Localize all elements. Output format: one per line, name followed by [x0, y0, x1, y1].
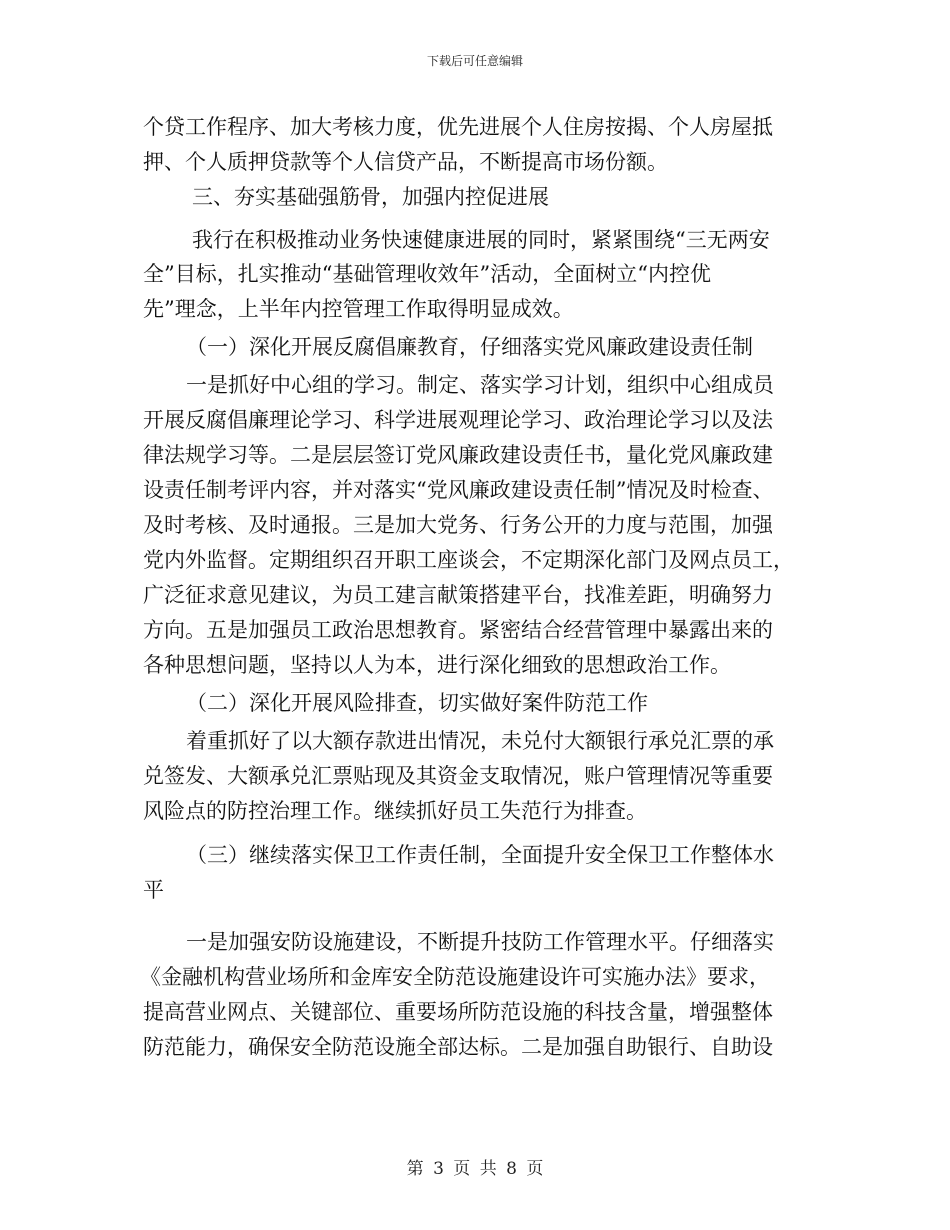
- subsection-heading: （二）深化开展风险排查，切实做好案件防范工作: [186, 691, 648, 715]
- text-line: 个贷工作程序、加大考核力度，优先进展个人住房按揭、个人房屋抵: [143, 115, 773, 139]
- text-line: 《金融机构营业场所和金库安全防范设施建设许可实施办法》要求，: [140, 965, 770, 989]
- page-header: 下载后可任意编辑: [426, 54, 523, 68]
- text-line: 及时考核、及时通报。三是加大党务、行务公开的力度与范围，加强: [143, 513, 773, 537]
- text-line: 广泛征求意见建议，为员工建言献策搭建平台，找准差距，明确努力: [143, 583, 773, 607]
- text-line: 先”理念，上半年内控管理工作取得明显成效。: [143, 297, 574, 321]
- text-line: 设责任制考评内容，并对落实“党风廉政建设责任制”情况及时检查、: [143, 478, 774, 502]
- text-line: 兑签发、大额承兑汇票贴现及其资金支取情况，账户管理情况等重要: [143, 764, 773, 788]
- subsection-heading-continued: 平: [143, 878, 164, 902]
- text-line: 防范能力，确保安全防范设施全部达标。二是加强自助银行、自助设: [143, 1035, 773, 1059]
- text-line: 押、个人质押贷款等个人信贷产品，不断提高市场份额。: [143, 150, 668, 174]
- text-line: 各种思想问题，坚持以人为本，进行深化细致的思想政治工作。: [143, 653, 731, 677]
- text-line: 提高营业网点、关键部位、重要场所防范设施的科技含量，增强整体: [143, 1000, 773, 1024]
- text-line: 我行在积极推动业务快速健康进展的同时，紧紧围绕“三无两安: [192, 228, 770, 252]
- section-heading: 三、夯实基础强筋骨，加强内控促进展: [192, 185, 549, 209]
- text-line: 风险点的防控治理工作。继续抓好员工失范行为排查。: [143, 799, 647, 823]
- page-footer: 第 3 页 共 8 页: [406, 1159, 544, 1179]
- text-line: 着重抓好了以大额存款进出情况，未兑付大额银行承兑汇票的承: [186, 729, 774, 753]
- text-line: 方向。五是加强员工政治思想教育。紧密结合经营管理中暴露出来的: [143, 618, 773, 642]
- subsection-heading: （一）深化开展反腐倡廉教育，仔细落实党风廉政建设责任制: [186, 335, 753, 359]
- text-line: 全”目标，扎实推动“基础管理收效年”活动，全面树立“内控优: [143, 262, 711, 286]
- text-line: 律法规学习等。二是层层签订党风廉政建设责任书，量化党风廉政建: [143, 443, 773, 467]
- text-line: 开展反腐倡廉理论学习、科学进展观理论学习、政治理论学习以及法: [143, 408, 773, 432]
- text-line: 一是抓好中心组的学习。制定、落实学习计划，组织中心组成员: [186, 373, 774, 397]
- text-line: 一是加强安防设施建设，不断提升技防工作管理水平。仔细落实: [186, 930, 774, 954]
- text-line: 党内外监督。定期组织召开职工座谈会，不定期深化部门及网点员工，: [143, 548, 794, 572]
- subsection-heading: （三）继续落实保卫工作责任制，全面提升安全保卫工作整体水: [186, 843, 774, 867]
